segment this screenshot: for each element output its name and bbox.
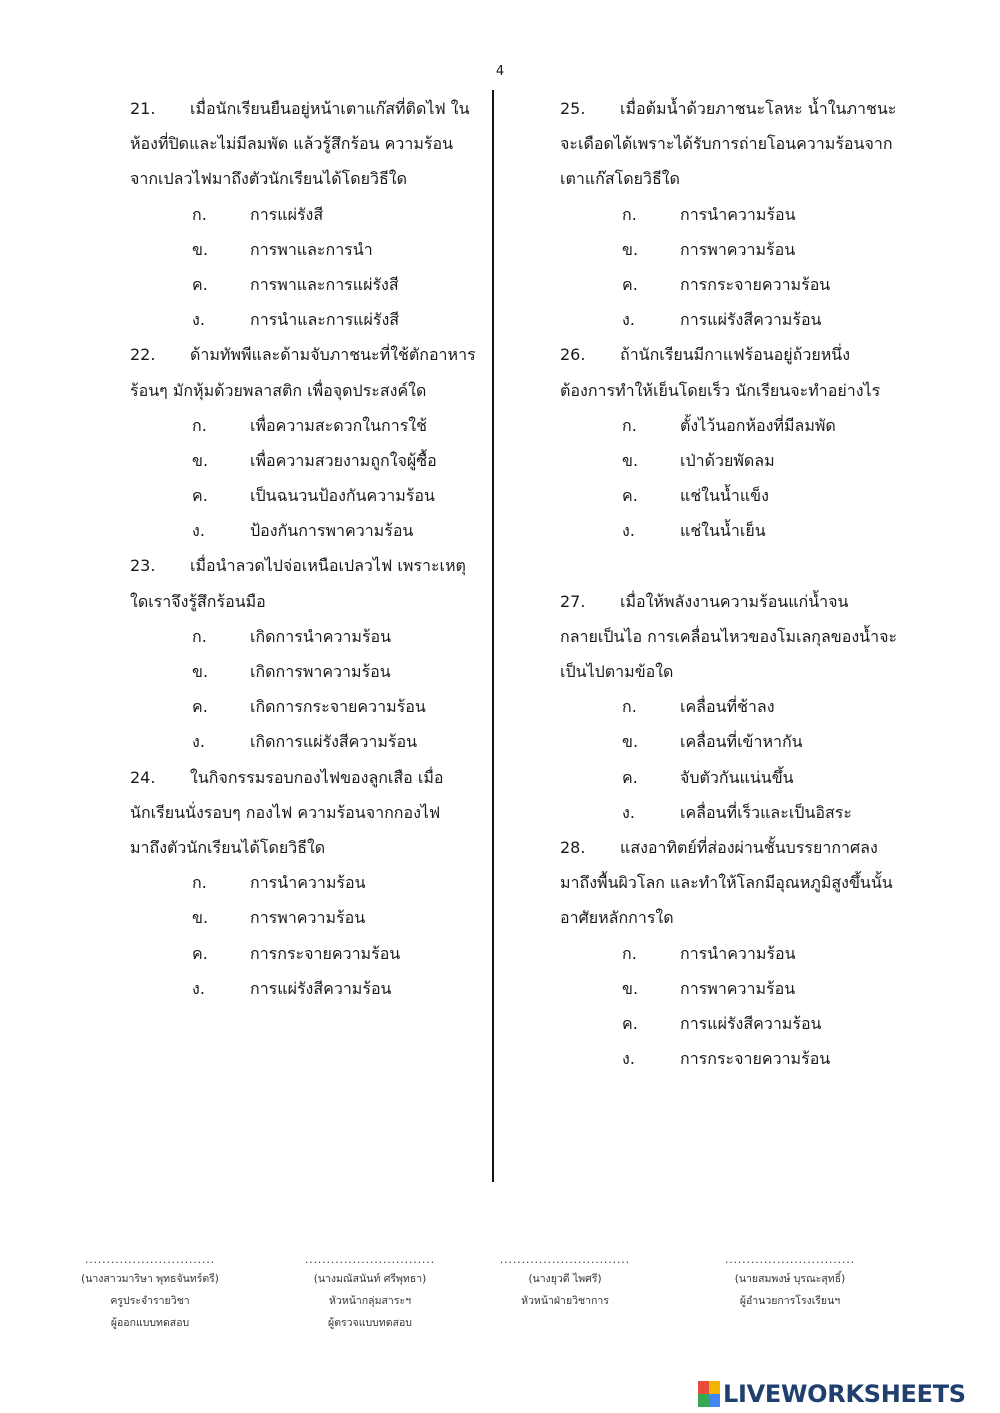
option-text: เคลื่อนที่เร็วและเป็นอิสระ [680,802,852,822]
answer-option[interactable] [130,865,500,900]
question-text-line [130,91,500,126]
answer-option[interactable] [560,443,930,478]
option-letter: ก. [192,873,207,893]
answer-option[interactable] [130,443,500,478]
answer-option[interactable] [130,267,500,302]
option-letter: ง. [192,521,205,541]
answer-option[interactable] [130,971,500,1006]
option-text: การพาความร้อน [250,908,366,928]
question-text: เมื่อต้มน้ำด้วยภาชนะโลหะ น้ำในภาชนะ [620,99,897,118]
question-text: ในกิจกรรมรอบกองไฟของลูกเสือ เมื่อ [190,767,444,787]
option-letter: ก. [622,204,637,224]
logo-text: LIVEWORKSHEETS [723,1380,966,1408]
question-block [130,91,500,337]
option-letter: ก. [622,415,637,435]
answer-option[interactable] [560,302,930,337]
left-column [130,91,500,1006]
answer-option[interactable] [130,513,500,548]
option-letter: ค. [192,274,208,294]
question-text: มาถึงตัวนักเรียนได้โดยวิธีใด [130,837,326,857]
option-letter: ง. [192,732,205,752]
answer-option[interactable] [130,724,500,759]
question-text: นักเรียนนั่งรอบๆ กองไฟ ความร้อนจากกองไฟ [130,802,441,822]
option-letter: ค. [192,486,208,506]
option-text: การพาและการแผ่รังสี [250,274,399,294]
option-text: เพื่อความสะดวกในการใช้ [250,415,427,435]
option-text: การนำความร้อน [680,204,796,224]
option-letter: ง. [622,802,635,822]
signature-line: .............................. [84,1254,216,1266]
answer-option[interactable] [560,760,930,795]
logo-square-icon [698,1394,709,1407]
option-letter: ข. [622,978,639,998]
answer-option[interactable] [130,302,500,337]
option-text: การพาความร้อน [680,978,796,998]
option-letter: ง. [192,978,205,998]
answer-option[interactable] [130,197,500,232]
question-text-line [130,337,500,372]
option-letter: ง. [622,521,635,541]
option-letter: ค. [622,486,638,506]
answer-option[interactable] [560,197,930,232]
question-text: เมื่อนำลวดไปจ่อเหนือเปลวไฟ เพราะเหตุ [190,556,466,576]
option-letter: ข. [192,908,209,928]
question-block [560,337,930,548]
logo-square-icon [698,1381,709,1394]
question-text: ใดเราจึงรู้สึกร้อนมือ [130,591,266,611]
question-number: 28. [560,837,586,857]
option-text: เกิดการพาความร้อน [250,662,391,681]
option-text: แช่ในน้ำแข็ง [680,486,769,506]
question-text-line [130,795,500,830]
option-letter: ค. [622,767,638,787]
question-text: เมื่อให้พลังงานความร้อนแก่น้ำจน [620,591,849,611]
question-number: 25. [560,99,586,118]
question-text-line [130,584,500,619]
option-text: การพาความร้อน [680,239,796,259]
answer-option[interactable] [130,408,500,443]
option-letter: ก. [622,943,637,963]
answer-option[interactable] [560,1041,930,1076]
question-text: ด้ามทัพพีและด้ามจับภาชนะที่ใช้ตักอาหาร [190,345,476,365]
question-text: เป็นไปตามข้อใด [560,662,674,681]
question-text: จากเปลวไฟมาถึงตัวนักเรียนได้โดยวิธีใด [130,169,407,189]
answer-option[interactable] [560,267,930,302]
option-text: การนำความร้อน [680,943,796,963]
question-block [130,548,500,759]
question-text-line [560,584,930,619]
answer-option[interactable] [130,654,500,689]
page-number: 4 [495,64,505,79]
liveworksheets-logo [698,1377,966,1411]
answer-option[interactable] [560,1006,930,1041]
signer-role: ผู้อำนวยการโรงเรียนฯ [739,1295,841,1307]
answer-option[interactable] [130,232,500,267]
option-text: การแผ่รังสีความร้อน [680,310,822,330]
question-text-line [560,654,930,689]
option-text: การกระจายความร้อน [680,1049,831,1069]
answer-option[interactable] [560,689,930,724]
option-text: เป็นฉนวนป้องกันความร้อน [250,486,435,506]
question-text-line [130,830,500,865]
option-text: เคลื่อนที่ช้าลง [680,697,775,717]
option-letter: ง. [622,1049,635,1069]
option-letter: ข. [622,450,639,470]
question-text-line [130,760,500,795]
answer-option[interactable] [560,724,930,759]
answer-option[interactable] [560,936,930,971]
option-letter: ก. [622,697,637,717]
option-text: การนำความร้อน [250,873,366,893]
option-text: การแผ่รังสีความร้อน [250,978,392,998]
logo-mark-icon [698,1381,720,1407]
question-block [560,830,930,1076]
question-text: อาศัยหลักการใด [560,908,674,928]
option-text: จับตัวกันแน่นขึ้น [680,767,794,787]
question-number: 24. [130,767,156,787]
logo-square-icon [709,1381,720,1394]
answer-option[interactable] [130,936,500,971]
signature-line: .............................. [499,1254,631,1266]
signature-block [50,1252,250,1334]
question-block [130,337,500,548]
signer-name: (นายสมพงษ์ บุรณะสุทธิ์) [734,1273,846,1285]
signature-block [690,1252,890,1312]
answer-option[interactable] [560,795,930,830]
answer-option[interactable] [130,689,500,724]
question-text-line [560,126,930,161]
question-text-line [560,161,930,196]
answer-option[interactable] [130,900,500,935]
signer-role-secondary: ผู้ตรวจแบบทดสอบ [328,1317,412,1329]
option-text: เกิดการนำความร้อน [250,626,392,646]
question-text-line [560,619,930,654]
answer-option[interactable] [130,619,500,654]
option-text: การแผ่รังสีความร้อน [680,1013,822,1033]
question-text-line [560,900,930,935]
question-text-line [560,91,930,126]
right-column [560,91,930,1076]
signature-block [270,1252,470,1334]
question-text: เตาแก๊สโดยวิธีใด [560,169,680,189]
signer-role-secondary: ผู้ออกแบบทดสอบ [110,1317,190,1329]
option-letter: ข. [192,662,209,681]
question-text: เมื่อนักเรียนยืนอยู่หน้าเตาแก๊สที่ติดไฟ ใน [190,99,470,118]
question-text-line [130,161,500,196]
question-text-line [130,126,500,161]
signature-line: .............................. [724,1254,856,1266]
signer-name: (นางสาวมาริษา พุทธจันทร์ตรี) [81,1273,219,1285]
answer-option[interactable] [560,971,930,1006]
signer-role: ครูประจำรายวิชา [110,1295,190,1307]
option-letter: ข. [192,239,209,259]
option-letter: ข. [622,239,639,259]
question-text: ต้องการทำให้เย็นโดยเร็ว นักเรียนจะทำอย่างไร [560,380,881,400]
option-text: เป่าด้วยพัดลม [680,450,775,470]
option-text: การกระจายความร้อน [680,274,831,294]
signature-line: .............................. [304,1254,436,1266]
question-text-line [560,337,930,372]
option-text: เกิดการแผ่รังสีความร้อน [250,732,418,752]
option-text: เกิดการกระจายความร้อน [250,697,426,717]
signer-name: (นางมณัสนันท์ ศรีพุทธา) [313,1273,427,1285]
signer-role: หัวหน้ากลุ่มสาระฯ [328,1295,411,1307]
question-number: 21. [130,99,156,118]
answer-option[interactable] [560,513,930,548]
option-letter: ง. [192,310,205,330]
question-text: มาถึงพื้นผิวโลก และทำให้โลกมีอุณหภูมิสูงขึ้นนั้น [560,873,893,893]
option-text: การกระจายความร้อน [250,943,401,963]
option-letter: ค. [622,1013,638,1033]
signature-block [465,1252,665,1312]
option-text: การพาและการนำ [250,239,373,259]
option-text: แช่ในน้ำเย็น [680,521,766,541]
answer-option[interactable] [560,408,930,443]
option-text: ป้องกันการพาความร้อน [250,521,414,541]
logo-square-icon [709,1394,720,1407]
option-letter: ข. [192,450,209,470]
question-text-line [560,865,930,900]
option-letter: ข. [622,732,639,752]
question-text: กลายเป็นไอ การเคลื่อนไหวของโมเลกุลของน้ำจะ [560,626,898,646]
question-text-line [560,373,930,408]
question-text-line [560,830,930,865]
question-text: ร้อนๆ มักหุ้มด้วยพลาสติก เพื่อจุดประสงค์ใด [130,380,427,400]
option-letter: ง. [622,310,635,330]
option-text: เพื่อความสวยงามถูกใจผู้ซื้อ [250,450,437,470]
question-block [560,91,930,337]
question-text: ถ้านักเรียนมีกาแฟร้อนอยู่ถ้วยหนึ่ง [620,345,850,365]
question-block [130,760,500,1006]
option-letter: ค. [192,697,208,717]
option-letter: ค. [192,943,208,963]
option-letter: ค. [622,274,638,294]
option-text: ตั้งไว้นอกห้องที่มีลมพัด [680,415,836,435]
option-letter: ก. [192,204,207,224]
option-letter: ก. [192,626,207,646]
question-text-line [130,373,500,408]
signer-name: (นางยุวดี ไพศรี) [528,1273,602,1285]
answer-option[interactable] [130,478,500,513]
signer-role: หัวหน้าฝ่ายวิชาการ [521,1295,609,1307]
option-text: การแผ่รังสี [250,204,324,224]
question-text: จะเดือดได้เพราะได้รับการถ่ายโอนความร้อนจาก [560,134,893,154]
question-number: 23. [130,556,156,576]
question-number: 26. [560,345,586,365]
question-text: แสงอาทิตย์ที่ส่องผ่านชั้นบรรยากาศลง [620,837,878,857]
answer-option[interactable] [560,232,930,267]
answer-option[interactable] [560,478,930,513]
question-text: ห้องที่ปิดและไม่มีลมพัด แล้วรู้สึกร้อน ความร้อน [130,134,454,154]
option-text: เคลื่อนที่เข้าหากัน [680,732,803,752]
question-number: 22. [130,345,156,365]
question-number: 27. [560,591,586,611]
question-block [560,584,930,830]
option-text: การนำและการแผ่รังสี [250,310,400,330]
option-letter: ก. [192,415,207,435]
question-spacer [560,548,930,583]
question-text-line [130,548,500,583]
